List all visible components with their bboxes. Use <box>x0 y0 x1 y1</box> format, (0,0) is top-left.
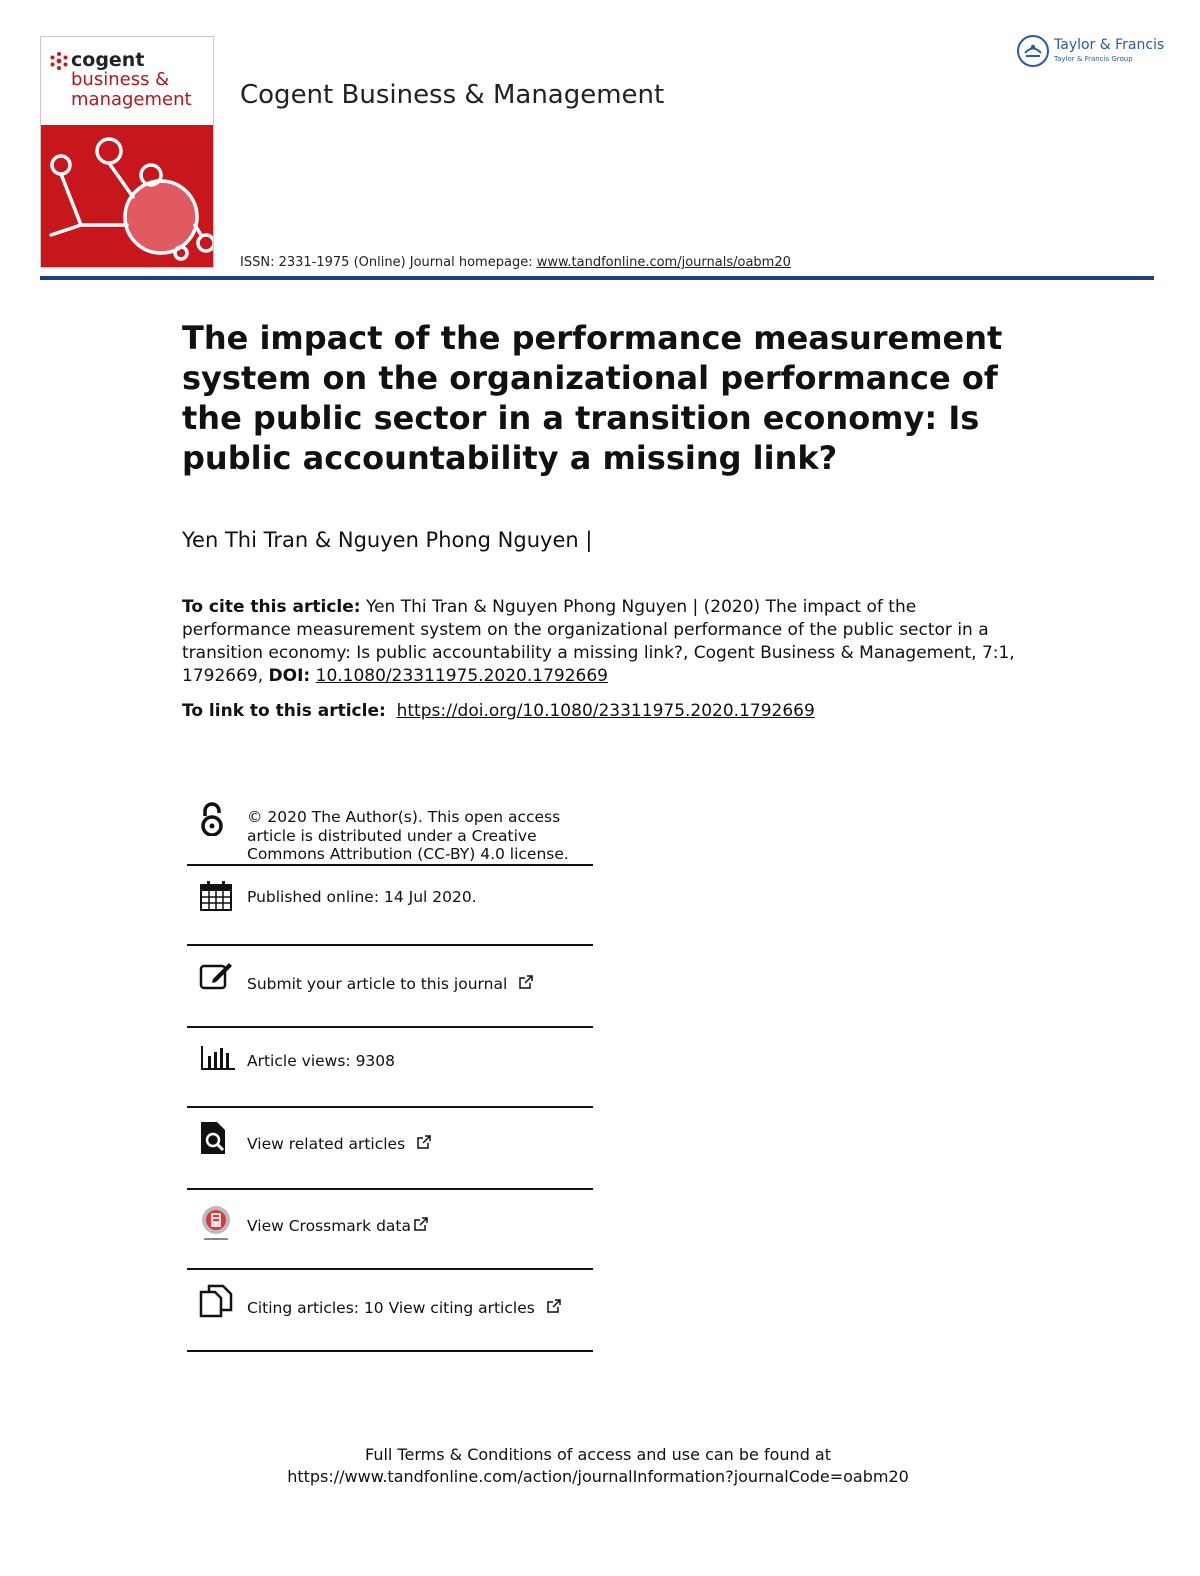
cover-brand-line3: management <box>71 89 192 110</box>
crossmark-text: View Crossmark data <box>247 1217 411 1235</box>
cover-brand-line2: business & <box>71 69 170 90</box>
publisher-name: Taylor & Francis <box>1054 37 1165 53</box>
doi-label: DOI: <box>268 666 311 686</box>
issn-line <box>240 255 791 270</box>
publisher-logo[interactable] <box>1016 34 1165 70</box>
calendar-icon <box>199 880 233 912</box>
bar-chart-icon <box>199 1044 237 1072</box>
journal-cover <box>40 36 214 268</box>
cite-text: Yen Thi Tran & Nguyen Phong Nguyen | (2020) The impact of the performance measurement system on the organizational performance of the public sector in a transition economy: Is public accountability a missing link?, Cogent Business & Management, 7:1, 1792669, <box>182 597 1015 686</box>
cover-brand <box>71 50 192 110</box>
published-date: Published online: 14 Jul 2020. <box>247 888 477 906</box>
journal-homepage-link[interactable]: www.tandfonline.com/journals/oabm20 <box>536 255 791 270</box>
edit-icon <box>199 960 233 990</box>
citing-text: Citing articles: 10 View citing articles <box>247 1299 535 1317</box>
issn-text: ISSN: 2331-1975 (Online) Journal homepage: <box>240 255 537 270</box>
related-text: View related articles <box>247 1135 406 1153</box>
external-link-icon <box>413 1216 429 1232</box>
footer-terms-url[interactable]: https://www.tandfonline.com/action/journalInformation?journalCode=oabm20 <box>287 1467 909 1486</box>
citing-row[interactable] <box>187 1270 593 1352</box>
article-authors: Yen Thi Tran & Nguyen Phong Nguyen | <box>182 528 593 552</box>
published-row <box>187 866 593 946</box>
related-row[interactable] <box>187 1108 593 1190</box>
article-doi-url[interactable]: https://doi.org/10.1080/23311975.2020.1792669 <box>396 701 815 721</box>
submit-link[interactable] <box>247 974 534 994</box>
related-articles-link[interactable] <box>247 1134 432 1154</box>
citing-articles-icon <box>199 1284 233 1318</box>
external-link-icon <box>518 974 534 990</box>
open-access-icon <box>199 802 225 836</box>
article-link-line <box>182 701 815 721</box>
cover-artwork <box>41 125 213 267</box>
cogent-star-icon <box>49 51 69 71</box>
crossmark-icon <box>199 1204 233 1242</box>
citing-articles-link[interactable] <box>247 1298 562 1318</box>
article-info-list <box>187 798 593 1352</box>
article-views: Article views: 9308 <box>247 1052 396 1070</box>
header-divider <box>40 276 1154 280</box>
views-row <box>187 1028 593 1108</box>
article-title: The impact of the performance measurement system on the organizational performance of the public sector in a transition economy: Is public accountability a missing link? <box>182 319 1003 477</box>
submit-row[interactable] <box>187 946 593 1028</box>
submit-text: Submit your article to this journal <box>247 975 508 993</box>
license-line2: article is distributed under a Creative <box>247 826 537 845</box>
footer-terms <box>0 1444 1196 1488</box>
crossmark-row[interactable] <box>187 1190 593 1270</box>
cover-brand-line1: cogent <box>71 49 145 71</box>
external-link-icon <box>546 1298 562 1314</box>
journal-name: Cogent Business & Management <box>240 80 665 110</box>
license-line3: Commons Attribution (CC-BY) 4.0 license. <box>247 845 569 863</box>
link-label: To link to this article: <box>182 701 386 721</box>
network-illustration-icon <box>41 125 213 267</box>
external-link-icon <box>416 1134 432 1150</box>
doi-link[interactable]: 10.1080/23311975.2020.1792669 <box>315 666 608 686</box>
license-text <box>247 808 569 864</box>
taylor-francis-logo-icon <box>1016 34 1050 68</box>
related-articles-icon <box>199 1120 231 1156</box>
footer-line1: Full Terms & Conditions of access and use can be found at <box>364 1445 832 1464</box>
cite-label: To cite this article: <box>182 597 361 617</box>
citation-block <box>182 596 1022 688</box>
license-row <box>187 798 593 866</box>
license-line1: © 2020 The Author(s). This open access <box>247 808 561 826</box>
crossmark-link[interactable] <box>247 1216 429 1236</box>
publisher-subtitle: Taylor & Francis Group <box>1054 55 1133 63</box>
